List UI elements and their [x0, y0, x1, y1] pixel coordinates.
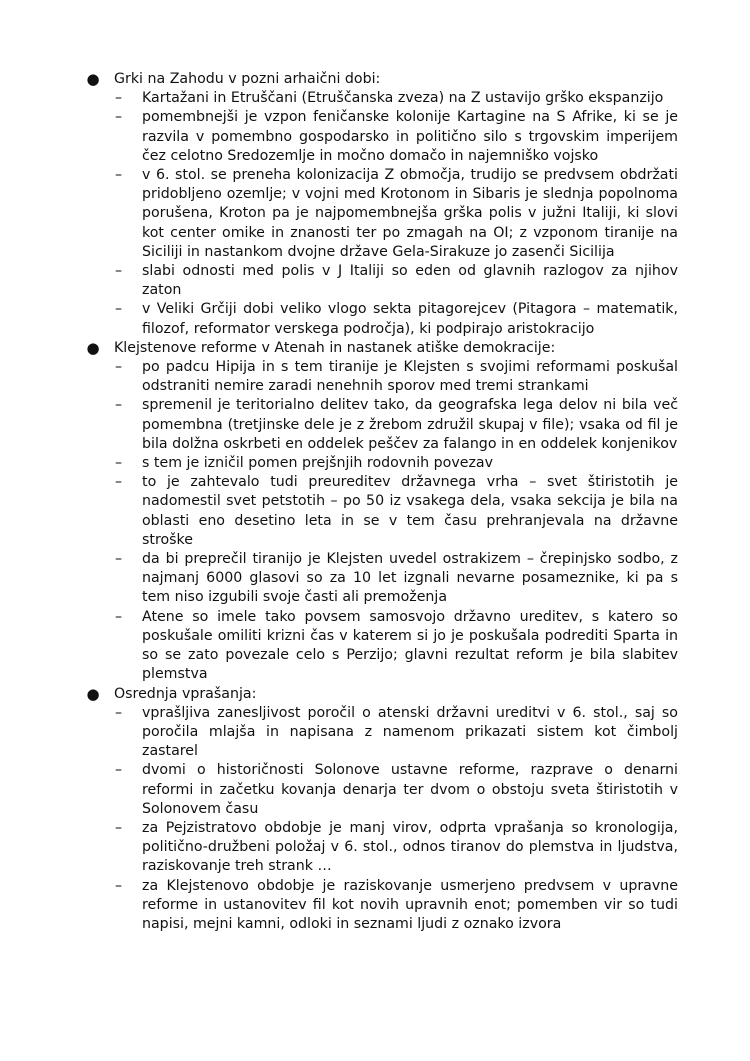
list-item [86, 300, 678, 338]
outline-section [86, 70, 678, 339]
dash-marker-icon: – [115, 455, 123, 472]
dash-marker-icon: – [115, 301, 123, 318]
sub-item-list [86, 704, 678, 934]
list-item [86, 761, 678, 819]
dash-marker-icon: – [115, 167, 123, 184]
list-item-text: to je zahtevalo tudi preureditev državnega vrha – svet štiristotih je nadomestil svet petstotih – po 50 iz vsakega dela, vsaka sekcija je bila na oblasti eno desetino leta in se v tem času prehranjevala na državne stroške [142, 474, 678, 548]
list-item-text: v 6. stol. se preneha kolonizacija Z območja, trudijo se predvsem obdržati pridobljeno ozemlje; v vojni med Krotonom in Sibaris je slednja popolnoma porušena, Kroton pa je najpomembnejša grška polis v južni Italiji, ki slovi kot center omike in znanosti ter po zmagah na OI; z vzponom tiranije na Siciliji in nastankom dvojne države Gela-Sirakuze jo zasenči Sicilija [142, 167, 678, 260]
outline-section [86, 685, 678, 935]
list-item-text: slabi odnosti med polis v J Italiji so eden od glavnih razlogov za njihov zaton [142, 263, 678, 299]
sub-item-list [86, 89, 678, 339]
dash-marker-icon: – [115, 109, 123, 126]
list-item [86, 704, 678, 762]
bullet-icon: ● [86, 338, 100, 357]
list-item [86, 608, 678, 685]
list-item [86, 166, 678, 262]
list-item-text: s tem je izničil pomen prejšnjih rodovnih povezav [142, 455, 493, 472]
dash-marker-icon: – [115, 263, 123, 280]
outline-section [86, 339, 678, 685]
dash-marker-icon: – [115, 474, 123, 491]
list-item [86, 108, 678, 166]
dash-marker-icon: – [115, 359, 123, 376]
dash-marker-icon: – [115, 551, 123, 568]
list-item-text: za Klejstenovo obdobje je raziskovanje usmerjeno predvsem v upravne reforme in ustanovitev fil kot novih upravnih enot; pomemben vir so tudi napisi, mejni kamni, odloki in seznami ljudi z oznako izvora [142, 877, 678, 932]
section-heading-text: Klejstenove reforme v Atenah in nastanek atiške demokracije: [114, 339, 556, 356]
list-item [86, 550, 678, 608]
dash-marker-icon: – [115, 819, 123, 836]
section-heading-text: Osrednja vprašanja: [114, 685, 257, 702]
list-item [86, 358, 678, 396]
list-item [86, 262, 678, 300]
dash-marker-icon: – [115, 762, 123, 779]
sub-item-list [86, 358, 678, 684]
dash-marker-icon: – [115, 877, 123, 894]
list-item-text: po padcu Hipija in s tem tiranije je Klejsten s svojimi reformami poskušal odstraniti nemire zaradi nenehnih sporov med tremi strankami [142, 359, 678, 395]
list-item-text: v Veliki Grčiji dobi veliko vlogo sekta pitagorejcev (Pitagora – matematik, filozof, reformator verskega področja), ki podpirajo aristokracijo [142, 301, 678, 337]
list-item-text: dvomi o historičnosti Solonove ustavne reforme, razprave o denarni reformi in začetku kovanja denarja ter dvom o obstoju sveta štiristotih v Solonovem času [142, 762, 678, 817]
list-item-text: da bi preprečil tiranijo je Klejsten uvedel ostrakizem – črepinjsko sodbo, z najmanj 6000 glasovi so za 10 let izgnali nevarne posameznike, ki pa s tem niso izgubili svoje časti ali premoženja [142, 551, 678, 606]
list-item-text: vprašljiva zanesljivost poročil o atenski državni ureditvi v 6. stol., saj so poročila mlajša in napisana z namenom prikazati sistem kot čimbolj zastarel [142, 704, 678, 760]
list-item-text: spremenil je teritorialno delitev tako, da geografska lega delov ni bila več pomembna (tretjinske dele je z žrebom združil skupaj v file); vsaka od fil je bila dolžna oskrbeti en oddelek peščev za falango in en oddelek konjenikov [142, 397, 678, 452]
bullet-icon: ● [86, 684, 100, 703]
section-heading-text: Grki na Zahodu v pozni arhaični dobi: [114, 71, 381, 87]
dash-marker-icon: – [115, 90, 123, 107]
list-item [86, 89, 678, 108]
list-item-text: Kartažani in Etruščani (Etruščanska zveza) na Z ustavijo grško ekspanzijo [142, 90, 664, 107]
list-item [86, 396, 678, 454]
section-heading [86, 685, 678, 704]
dash-marker-icon: – [115, 397, 123, 414]
dash-marker-icon: – [115, 704, 123, 721]
bullet-icon: ● [86, 70, 100, 88]
section-heading [86, 70, 678, 89]
section-heading [86, 339, 678, 358]
list-item [86, 454, 678, 473]
list-item [86, 819, 678, 877]
list-item [86, 473, 678, 550]
dash-marker-icon: – [115, 608, 123, 625]
list-item-text: Atene so imele tako povsem samosvojo državno ureditev, s katero so poskušale omiliti krizni čas v katerem si jo je poskušala podrediti Sparta in so se zato povezale celo s Perzijo; glavni rezultat reform je bila slabitev plemstva [142, 608, 678, 683]
list-item-text: pomembnejši je vzpon feničanske kolonije Kartagine na S Afrike, ki se je razvila v pomembno gospodarsko in politično silo s trgovskim imperijem čez celotno Sredozemlje in močno domačo in najemniško vojsko [142, 109, 678, 164]
list-item [86, 877, 678, 935]
document-body [86, 70, 678, 934]
list-item-text: za Pejzistratovo obdobje je manj virov, odprta vprašanja so kronologija, politično-družbeni položaj v 6. stol., odnos tiranov do plemstva in ljudstva, raziskovanje treh strank … [142, 819, 678, 875]
